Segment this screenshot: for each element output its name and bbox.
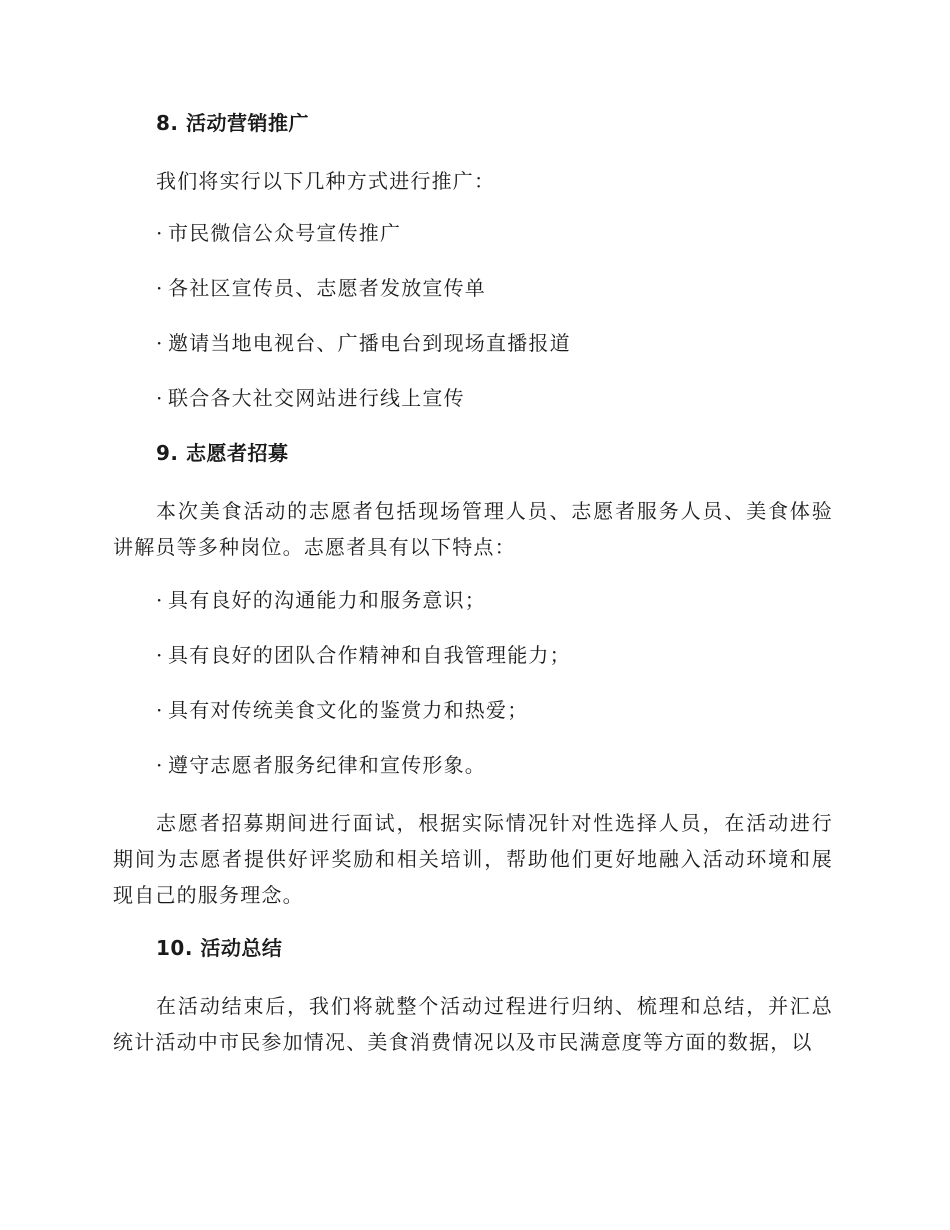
bullet-text: 市民微信公众号宣传推广	[168, 221, 402, 245]
section-intro-marketing: 我们将实行以下几种方式进行推广：	[156, 169, 496, 193]
section-heading-volunteers: 9. 志愿者招募	[156, 441, 289, 465]
bullet-dot: ·	[156, 386, 164, 410]
bullet-item	[113, 585, 833, 615]
bullet-text: 邀请当地电视台、广播电台到现场直播报道	[168, 331, 571, 355]
bullet-text: 遵守志愿者服务纪律和宣传形象。	[168, 753, 486, 777]
bullet-text: 具有对传统美食文化的鉴赏力和热爱；	[168, 698, 529, 722]
bullet-item	[113, 273, 833, 303]
bullet-text: 具有良好的沟通能力和服务意识；	[168, 588, 486, 612]
section-intro-summary: 在活动结束后，我们将就整个活动过程进行归纳、梳理和总结，并汇总统计活动中市民参加情况、美食消费情况以及市民满意度等方面的数据，以	[113, 994, 833, 1054]
bullet-text: 各社区宣传员、志愿者发放宣传单	[168, 276, 486, 300]
section-heading-marketing: 8. 活动营销推广	[156, 111, 309, 135]
bullet-dot: ·	[156, 276, 164, 300]
bullet-item	[113, 218, 833, 248]
bullet-item	[113, 750, 833, 780]
bullet-text: 具有良好的团队合作精神和自我管理能力；	[168, 643, 571, 667]
section-closing-volunteers: 志愿者招募期间进行面试，根据实际情况针对性选择人员，在活动进行期间为志愿者提供好评奖励和相关培训，帮助他们更好地融入活动环境和展现自己的服务理念。	[113, 811, 833, 907]
section-intro-volunteers: 本次美食活动的志愿者包括现场管理人员、志愿者服务人员、美食体验讲解员等多种岗位。志愿者具有以下特点：	[113, 499, 833, 559]
bullet-dot: ·	[156, 588, 164, 612]
bullet-dot: ·	[156, 221, 164, 245]
bullet-item	[113, 695, 833, 725]
bullet-dot: ·	[156, 643, 164, 667]
document-body	[113, 108, 833, 1080]
bullet-dot: ·	[156, 331, 164, 355]
bullet-text: 联合各大社交网站进行线上宣传	[168, 386, 465, 410]
bullet-item	[113, 383, 833, 413]
section-heading-summary: 10. 活动总结	[156, 936, 283, 960]
bullet-item	[113, 328, 833, 358]
bullet-item	[113, 640, 833, 670]
bullet-dot: ·	[156, 753, 164, 777]
bullet-dot: ·	[156, 698, 164, 722]
